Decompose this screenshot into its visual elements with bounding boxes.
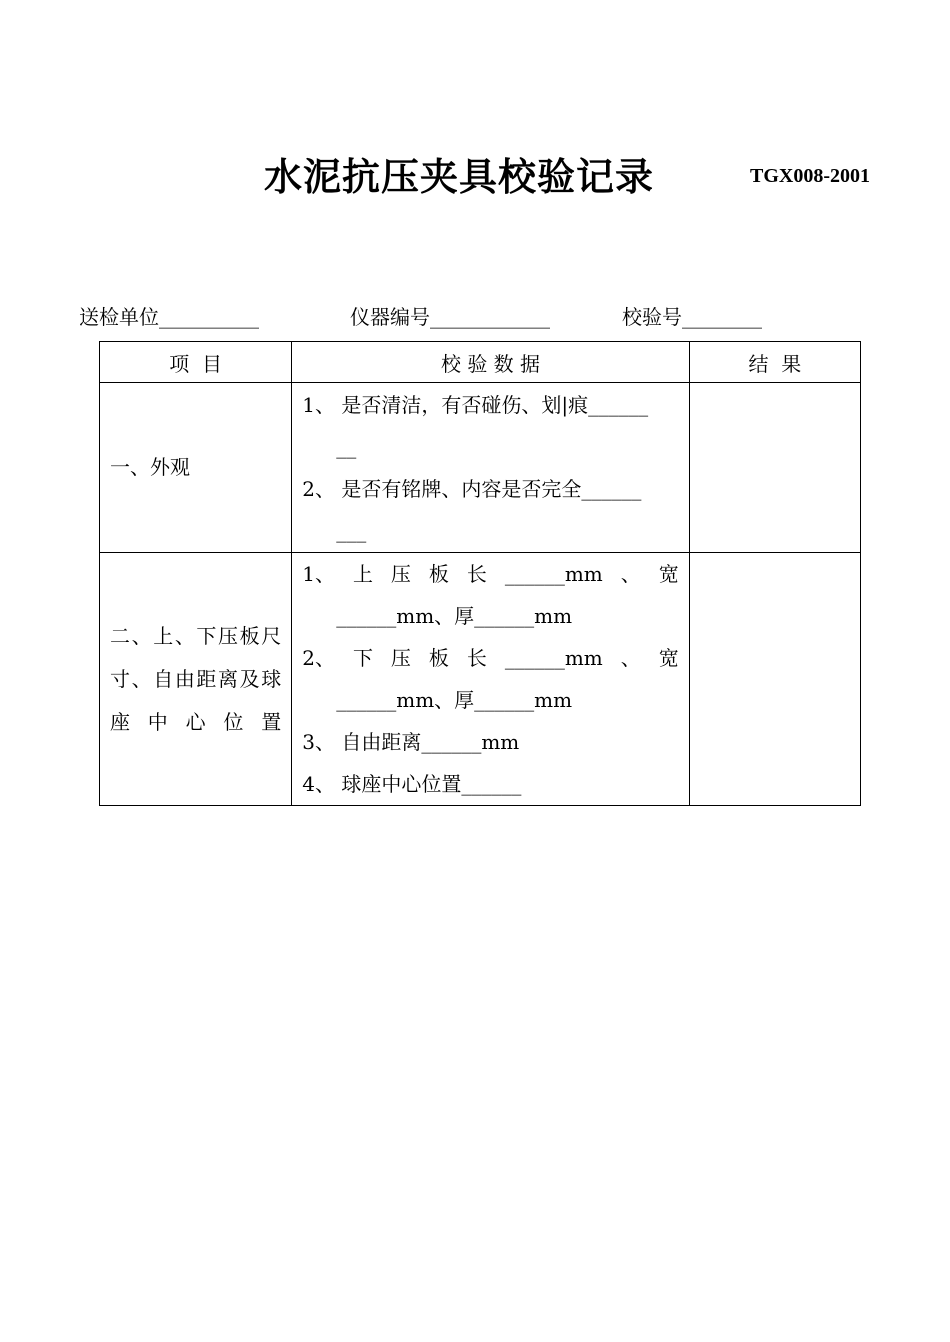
document-title: 水泥抗压夹具校验记录 (264, 155, 655, 199)
header-item: 项 目 (100, 342, 292, 383)
header-data: 校 验 数 据 (292, 342, 690, 383)
data-line: 1、 是否清洁，有否碰伤、划|痕______ (302, 393, 649, 417)
table-row (100, 383, 861, 553)
instrument-number-field: 仪器编号____________ (350, 305, 550, 329)
data-line: 1、 上 压 板 长 ______mm 、 宽 (302, 562, 679, 586)
data-line: __ (336, 435, 357, 459)
data-line: ______mm、厚______mm (336, 688, 573, 712)
table-header-row (100, 342, 861, 383)
data-appearance (292, 383, 690, 553)
table-row (100, 553, 861, 806)
data-line: ___ (336, 519, 367, 543)
result-plate-dimensions (689, 553, 860, 806)
header-result: 结 果 (689, 342, 860, 383)
data-line: ______mm、厚______mm (336, 604, 573, 628)
submitting-unit-field: 送检单位__________ (79, 305, 259, 329)
data-line: 2、 是否有铭牌、内容是否完全______ (302, 477, 642, 501)
data-line: 4、 球座中心位置______ (302, 772, 522, 796)
item-appearance: 一、外观 (100, 383, 292, 553)
result-appearance (689, 383, 860, 553)
data-plate-dimensions (292, 553, 690, 806)
item-plate-dimensions: 二、上、下压板尺寸、自由距离及球座中心位置 (100, 553, 292, 806)
data-line: 2、 下 压 板 长 ______mm 、 宽 (302, 646, 679, 670)
check-number-field: 校验号________ (622, 305, 762, 329)
calibration-table (99, 341, 861, 806)
document-code: TGX008-2001 (750, 165, 870, 187)
data-line: 3、 自由距离______mm (302, 730, 520, 754)
